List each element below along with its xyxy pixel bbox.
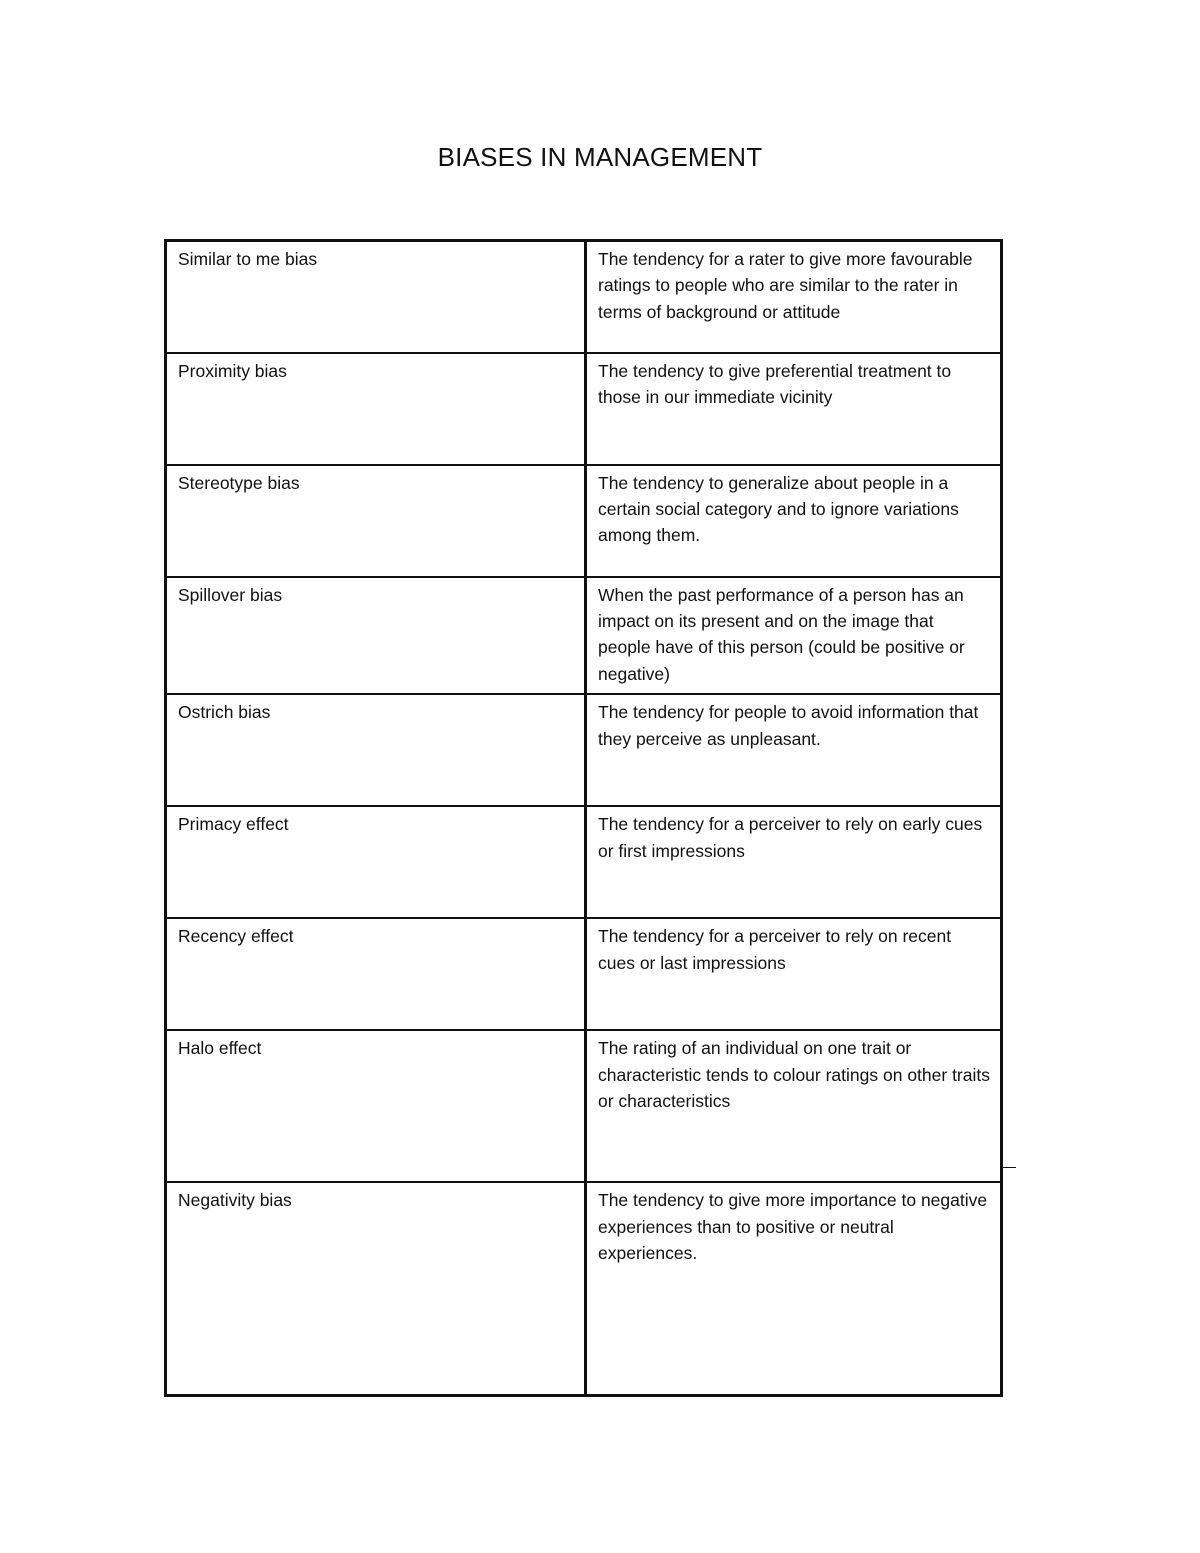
table-row: [166, 577, 1002, 695]
table-row: [166, 1030, 1002, 1182]
bias-definition: The tendency for a perceiver to rely on recent cues or last impressions: [586, 918, 1002, 1030]
table-border-overhang: [1000, 1167, 1016, 1168]
table-row: [166, 918, 1002, 1030]
bias-term: Negativity bias: [166, 1182, 586, 1395]
table-row: [166, 694, 1002, 806]
bias-definition: The tendency to generalize about people in a certain social category and to ignore variations among them.: [586, 465, 1002, 577]
bias-definition: The tendency for a rater to give more favourable ratings to people who are similar to the rater in terms of background or attitude: [586, 241, 1002, 353]
biases-table: [164, 239, 1003, 1397]
bias-term: Primacy effect: [166, 806, 586, 918]
bias-definition: The rating of an individual on one trait or characteristic tends to colour ratings on other traits or characteristics: [586, 1030, 1002, 1182]
bias-definition: When the past performance of a person has an impact on its present and on the image that people have of this person (could be positive or negative): [586, 577, 1002, 695]
bias-definition: The tendency to give more importance to negative experiences than to positive or neutral experiences.: [586, 1182, 1002, 1395]
bias-term: Recency effect: [166, 918, 586, 1030]
bias-term: Ostrich bias: [166, 694, 586, 806]
bias-term: Similar to me bias: [166, 241, 586, 353]
page-title: BIASES IN MANAGEMENT: [437, 142, 763, 172]
table-row: [166, 241, 1002, 353]
table-row: [166, 1182, 1002, 1395]
bias-term: Halo effect: [166, 1030, 586, 1182]
bias-term: Spillover bias: [166, 577, 586, 695]
bias-definition: The tendency to give preferential treatment to those in our immediate vicinity: [586, 353, 1002, 465]
table-row: [166, 465, 1002, 577]
table-row: [166, 806, 1002, 918]
bias-term: Stereotype bias: [166, 465, 586, 577]
table-row: [166, 353, 1002, 465]
bias-definition: The tendency for a perceiver to rely on early cues or first impressions: [586, 806, 1002, 918]
bias-term: Proximity bias: [166, 353, 586, 465]
bias-definition: The tendency for people to avoid information that they perceive as unpleasant.: [586, 694, 1002, 806]
